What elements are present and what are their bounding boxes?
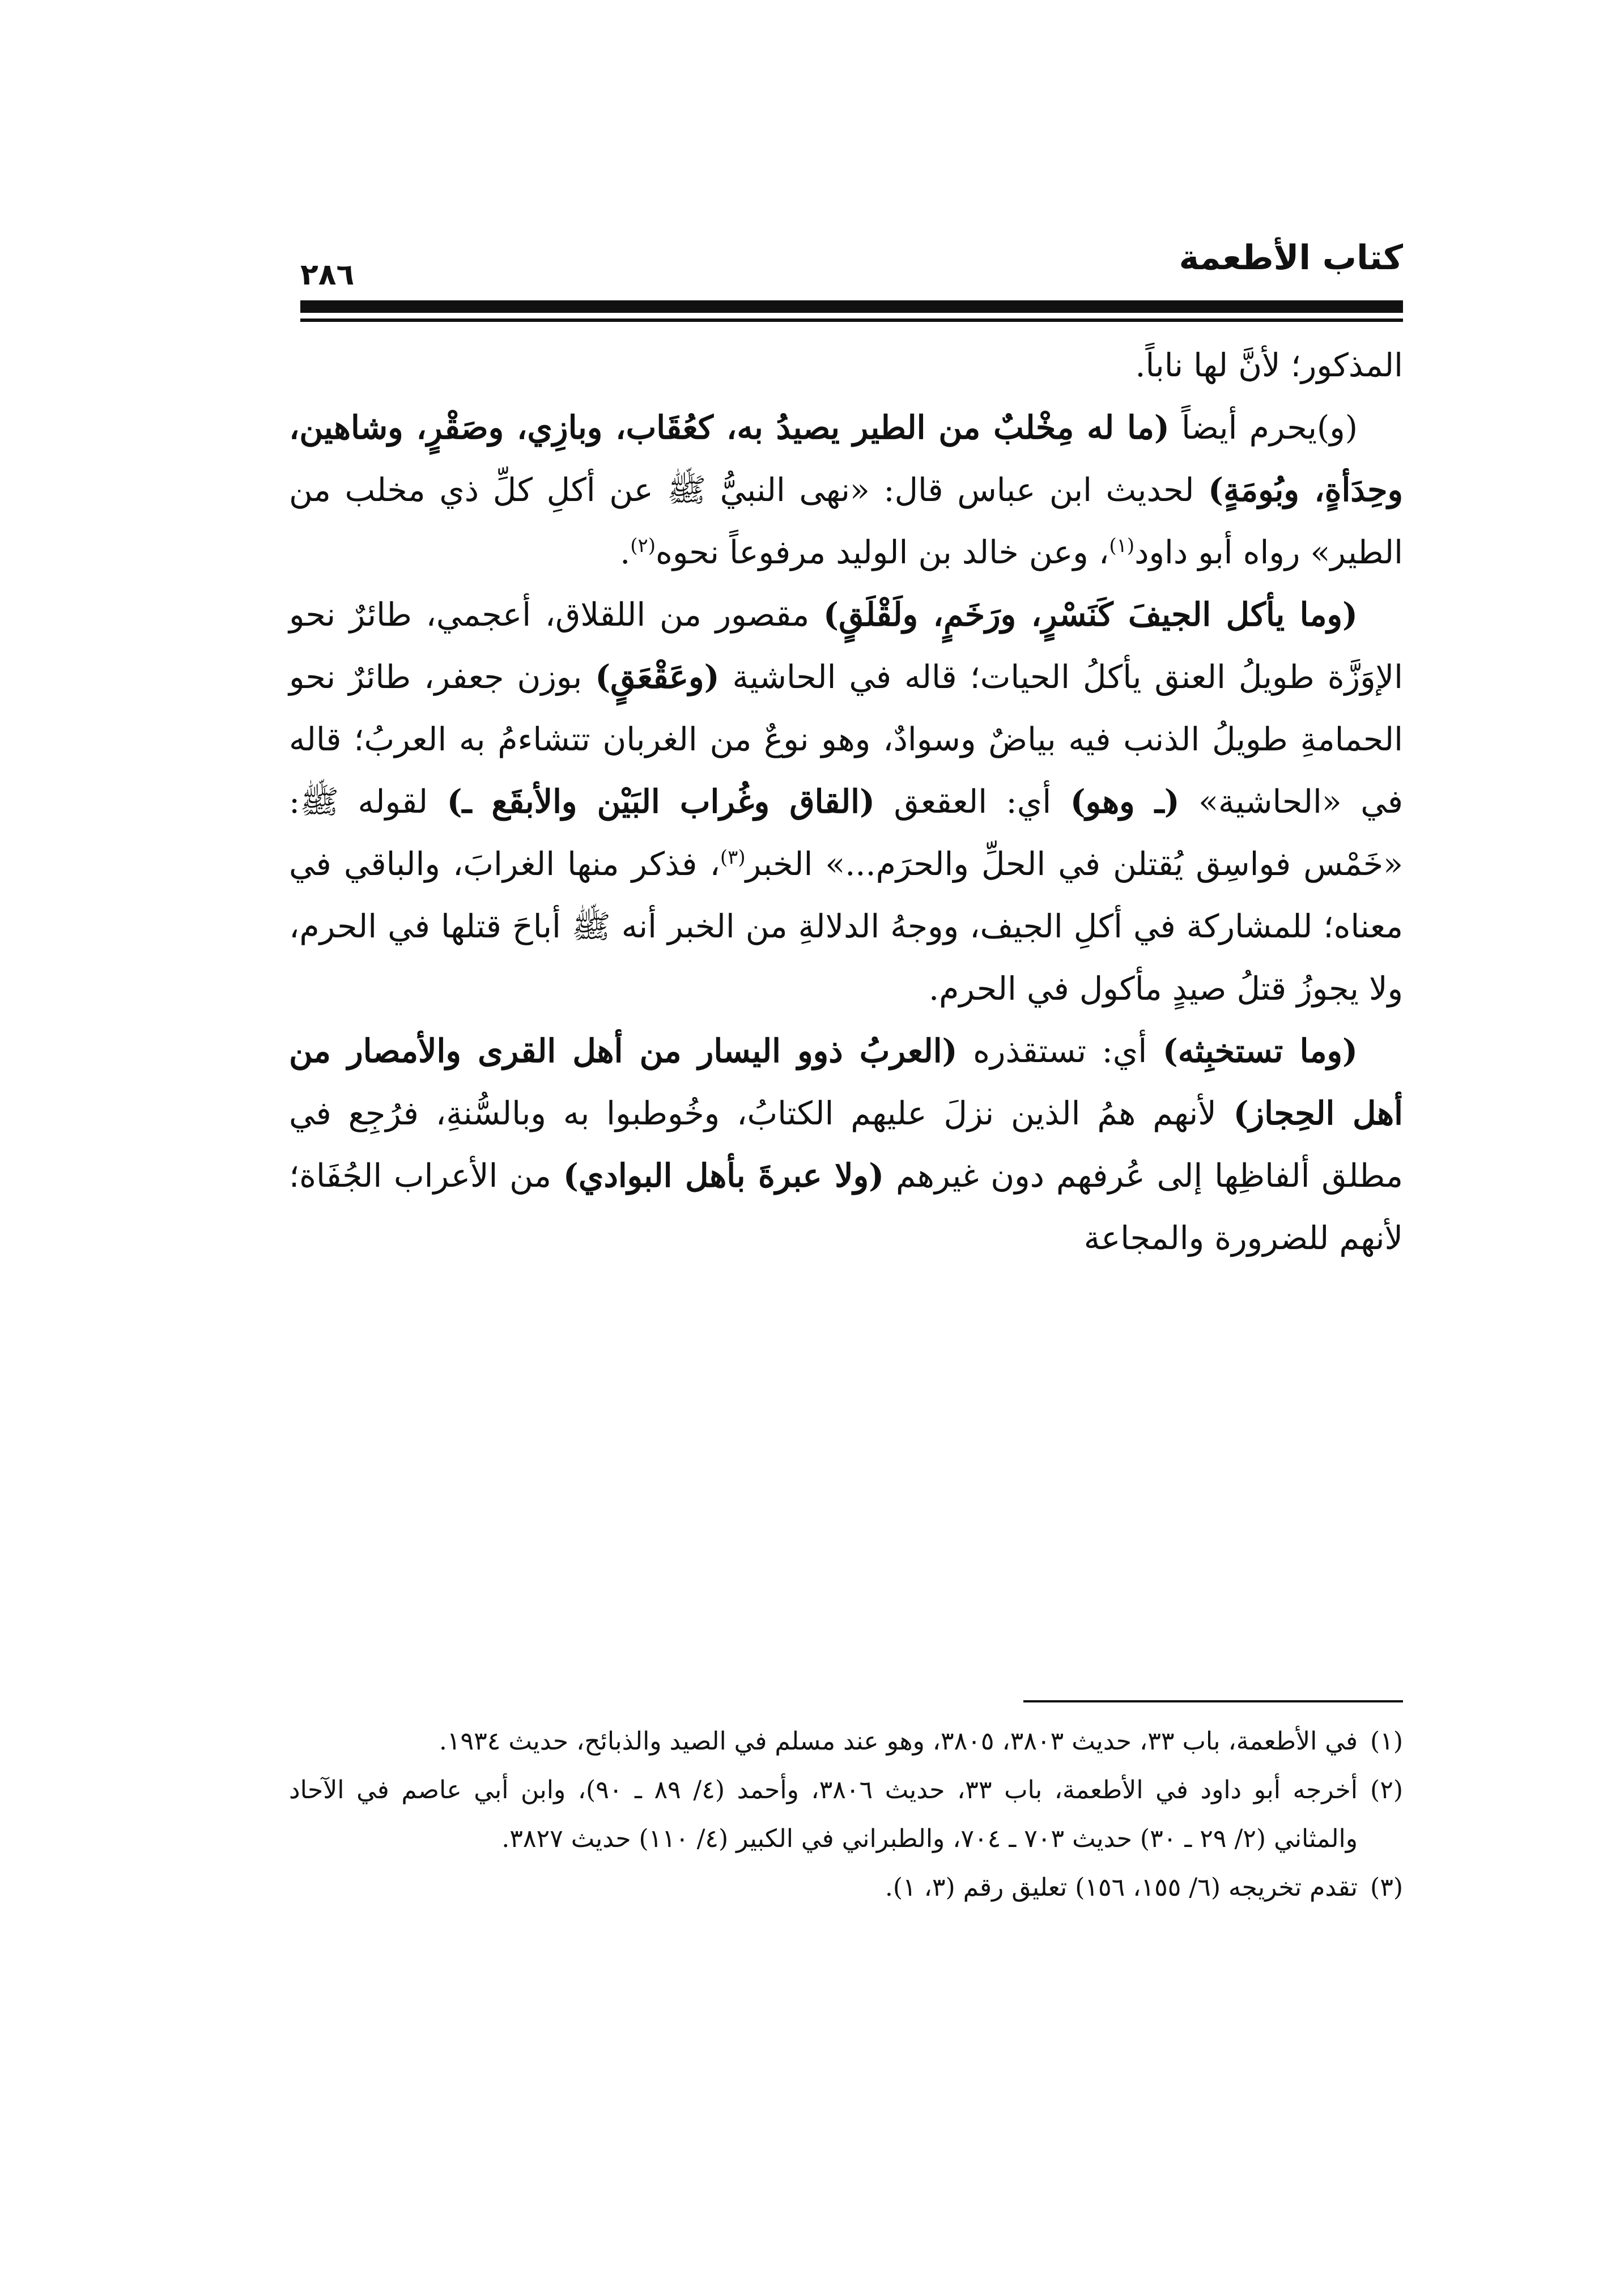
header-rule-thin bbox=[300, 319, 1403, 322]
header-rule-thick bbox=[300, 300, 1403, 313]
p3-sharh-4: لقوله ﷺ: «خَمْس فواسِق يُقتلن في الحلِّ والحرَم...» الخبر bbox=[289, 783, 1403, 883]
p2-sharh: لحديث ابن عباس قال: «نهى النبيُّ ﷺ عن أكلِ كلِّ ذي مخلب من الطير» رواه أبو داود bbox=[289, 472, 1403, 571]
footnote-separator bbox=[1023, 1700, 1403, 1702]
p3-sharh-1: مقصور من اللقلاق، أعجمي، طائرٌ نحو الإوَزَّة طويلُ العنق يأكلُ الحيات؛ قاله في الحاشية bbox=[289, 596, 1403, 696]
p3-matn-2: (وعَقْعَقٍ) bbox=[595, 658, 720, 696]
main-text bbox=[289, 334, 1403, 1269]
paragraph-4 bbox=[289, 1020, 1403, 1269]
page-header bbox=[300, 224, 1403, 303]
footnote-ref-3: (٣) bbox=[720, 846, 746, 869]
footnote-ref-1: (١) bbox=[1109, 534, 1135, 557]
footnote-number: (١) bbox=[1370, 1727, 1403, 1756]
p4-sharh-1: أي: تستقذره bbox=[957, 1033, 1163, 1070]
p4-matn-3: (ولا عبرةَ بأهل البوادي) bbox=[563, 1157, 885, 1195]
p2-sharh-cont: ، وعن خالد بن الوليد مرفوعاً نحوه bbox=[655, 534, 1109, 571]
p3-matn-3: (ـ وهو) bbox=[1070, 783, 1180, 821]
p2-lead: (و)يحرم أيضاً bbox=[1169, 409, 1358, 447]
page-number: ٢٨٦ bbox=[300, 258, 355, 292]
p3-matn-4: (القاق وغُراب البَيْن والأبقَع ـ) bbox=[447, 783, 875, 821]
p3-sharh-3: أي: العقعق bbox=[874, 783, 1070, 821]
p3-sharh-2: بوزن جعفر، طائرٌ نحو الحمامةِ طويلُ الذنب فيه بياضٌ وسوادٌ، وهو نوعٌ من الغربان تتشاءمُ به العربُ؛ قاله في «الحاشية» bbox=[289, 659, 1403, 821]
footnote-2 bbox=[289, 1766, 1403, 1863]
paragraph-2 bbox=[289, 397, 1403, 584]
p4-sharh-3: من الأعراب الجُفَاة؛ لأنهم للضرورة والمجاعة bbox=[289, 1157, 1403, 1257]
paragraph-1 bbox=[289, 334, 1403, 397]
p3-matn-1: (وما يأكل الجيفَ كَنَسْرٍ، ورَخَمٍ، ولَقْلَقٍ) bbox=[823, 596, 1358, 634]
footnotes bbox=[289, 1717, 1403, 1912]
p2-end: . bbox=[620, 534, 631, 571]
footnote-text: في الأطعمة، باب ٣٣، حديث ٣٨٠٣، ٣٨٠٥، وهو عند مسلم في الصيد والذبائح، حديث ١٩٣٤. bbox=[439, 1727, 1358, 1756]
chapter-title: كتاب الأطعمة bbox=[1179, 238, 1403, 278]
paragraph-1-text: المذكور؛ لأنَّ لها ناباً. bbox=[1135, 347, 1403, 384]
footnote-3 bbox=[289, 1863, 1403, 1912]
footnote-ref-2: (٢) bbox=[630, 534, 656, 557]
footnote-text: أخرجه أبو داود في الأطعمة، باب ٣٣، حديث ٣٨٠٦، وأحمد (٤/ ٨٩ ـ ٩٠)، وابن أبي عاصم في الآحاد والمثاني (٢/ ٢٩ ـ ٣٠) حديث ٧٠٣ ـ ٧٠٤، والطبراني في الكبير (٤/ ١١٠) حديث ٣٨٢٧. bbox=[289, 1776, 1358, 1853]
footnote-text: تقدم تخريجه (٦/ ١٥٥، ١٥٦) تعليق رقم (٣، ١). bbox=[885, 1873, 1358, 1902]
footnote-number: (٣) bbox=[1370, 1873, 1403, 1902]
p4-matn-1: (وما تستخبِثه) bbox=[1162, 1032, 1358, 1070]
p4-matn-2: (العربُ ذوو اليسار من أهل القرى والأمصار من أهل الحِجاز) bbox=[289, 1032, 1404, 1132]
footnote-1 bbox=[289, 1717, 1403, 1766]
paragraph-3 bbox=[289, 584, 1403, 1020]
p3-sharh-5: ، فذكر منها الغرابَ، والباقي في معناه؛ للمشاركة في أكلِ الجيف، ووجهُ الدلالةِ من الخبر أنه ﷺ أباحَ قتلها في الحرم، ولا يجوزُ قتلُ صيدٍ مأكول في الحرم. bbox=[289, 846, 1403, 1008]
footnote-number: (٢) bbox=[1370, 1776, 1403, 1804]
p2-matn: (ما له مِخْلبٌ من الطير يصيدُ به، كعُقَاب، وبازِي، وصَقْرٍ، وشاهين، وحِدَأةٍ، وبُومَةٍ) bbox=[289, 409, 1403, 509]
p4-sharh-2: لأنهم همُ الذين نزلَ عليهم الكتابُ، وخُوطبوا به وبالسُّنةِ، فرُجِع في مطلق ألفاظِها إلى عُرفهم دون غيرهم bbox=[289, 1095, 1404, 1195]
